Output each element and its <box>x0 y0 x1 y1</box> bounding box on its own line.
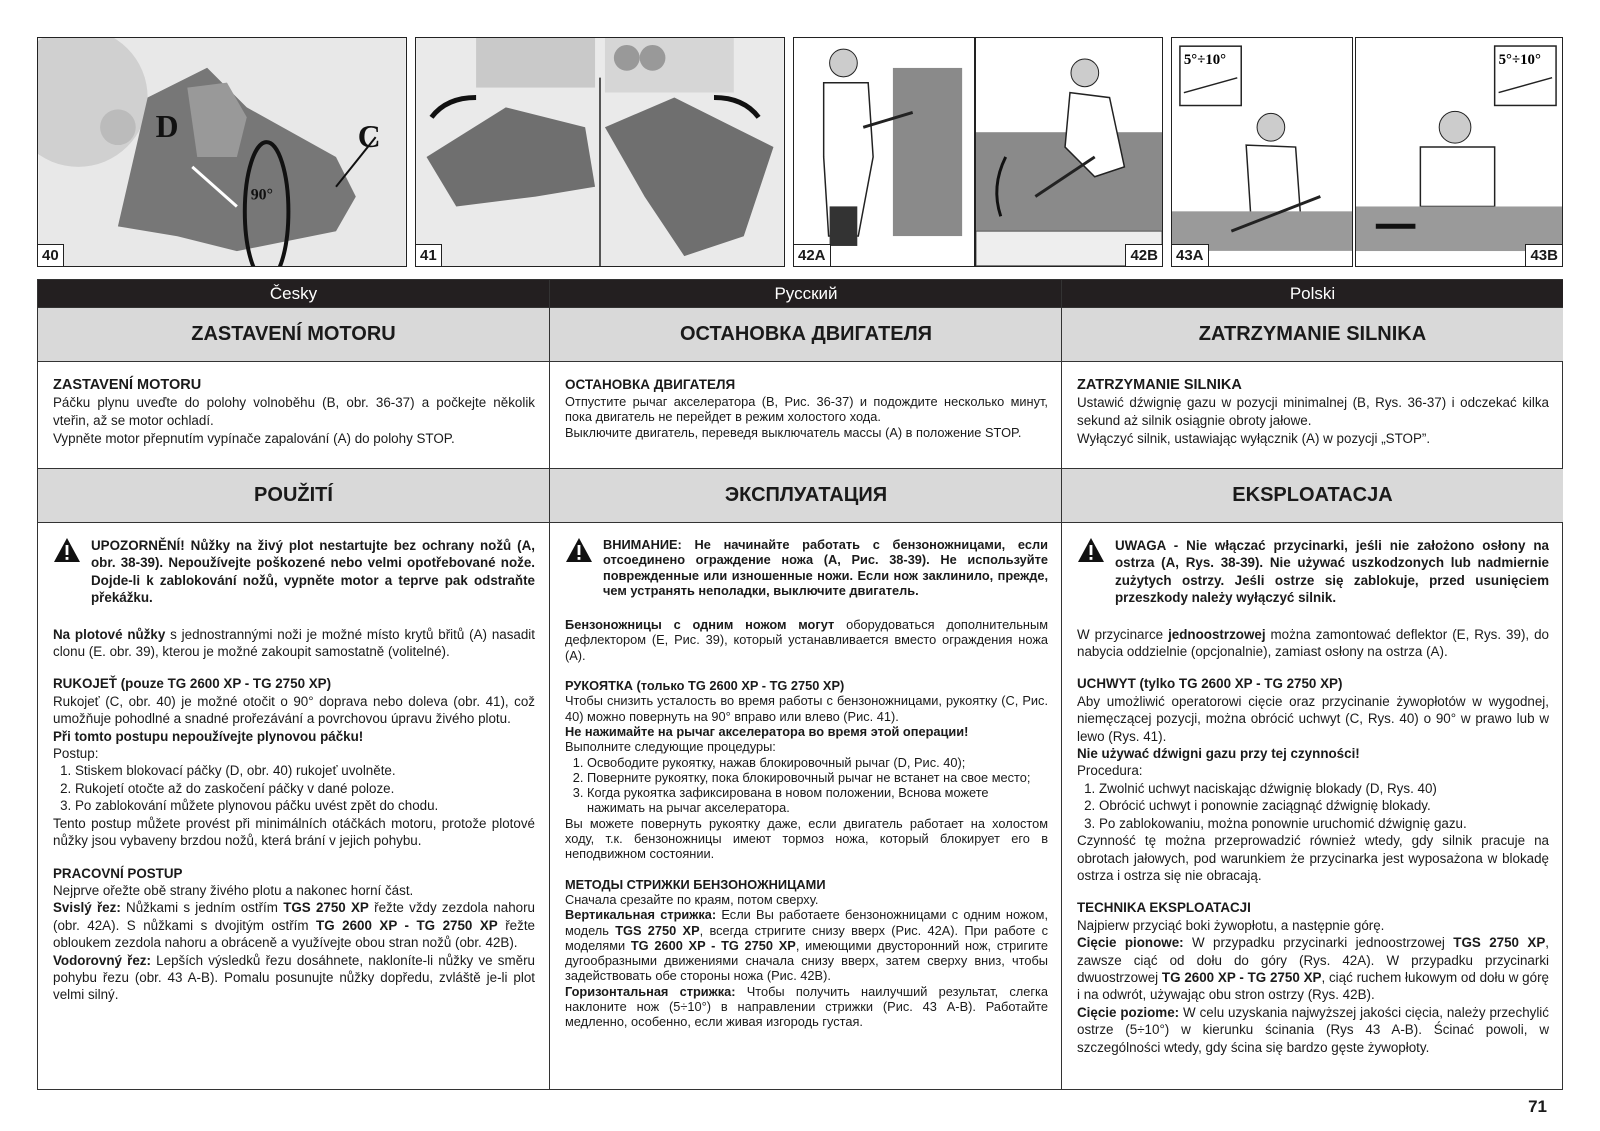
section-title: EKSPLOATACJA <box>1062 468 1563 523</box>
warning-icon <box>53 537 81 563</box>
figure-label-c: C <box>357 119 381 155</box>
warning-line: Při tomto postupu nepoužívejte plynovou páčku! <box>53 728 364 744</box>
paragraph: W przycinarce jednoostrzowej można zamontować deflektor (E, Rys. 39), do nabycia oddzielnie (opcjonalnie), zamiast osłony na ostrza (A). <box>1077 626 1549 660</box>
handle-left-right-illustration <box>416 38 784 266</box>
steps-list <box>565 755 1048 816</box>
paragraph: Cięcie pionowe: W przypadku przycinarki jednoostrzowej TGS 2750 XP, zawsze ciąć od dołu do góry (Rys. 42A). W przypadku przycinarki dwuostrzowej TG 2600 XP - TG 2750 XP, ciąć ruchem łukowym od dołu w górę i na odwrót, używając obu stron ostrzy (Rys. 42B). <box>1077 935 1549 1003</box>
language-header: Česky <box>38 280 549 307</box>
list-item: 2. Rukojetí otočte až do zaskočení páčky v dané poloze. <box>75 780 535 797</box>
figure-number: 41 <box>416 244 442 266</box>
paragraph: Wyłączyć silnik, ustawiając wyłącznik (A) w pozycji „STOP”. <box>1077 431 1431 446</box>
paragraph: Вы можете повернуть рукоятку даже, если двигатель работает на холостом ходу, т.к. бензоножницы имеют тормоз ножа, который блокирует его в неподвижном состоянии. <box>565 815 1048 862</box>
subheading: TECHNIKA EKSPLOATACJI <box>1077 900 1251 916</box>
paragraph: Aby umożliwić operatorowi cięcie oraz przycinanie żywopłotów w wygodnej, niemęczącej pozycji, można obrócić uchwyt (C, Rys. 40) o 90° w prawo lub w lewo (Rys. 41). <box>1077 693 1549 744</box>
figure-41 <box>415 37 785 267</box>
figure-number: 42B <box>1125 244 1162 266</box>
paragraph: Nejprve ořežte obě strany živého plotu a nakonec horní část. <box>53 882 414 898</box>
vertical-cut-illustration <box>794 38 974 266</box>
paragraph: Svislý řez: Nůžkami s jedním ostřím TGS 2750 XP řežte vždy zezdola nahoru (obr. 42A). S nůžkami s dvojitým ostřím TG 2600 XP - TG 2750 XP řežte obloukem zezdola nahoru a obráceně a využívejte obou stran nožů (obr. 42B). <box>53 900 535 951</box>
horizontal-cut-illustration <box>1356 38 1562 266</box>
steps-list <box>53 762 535 814</box>
paragraph: Vypněte motor přepnutím vypínače zapalování (A) do polohy STOP. <box>53 431 455 446</box>
language-header: Русский <box>550 280 1062 307</box>
usage-section <box>38 523 549 1004</box>
list-item: 3. Po zablokowaniu, można ponownie uruchomić dźwignię gazu. <box>1099 815 1549 832</box>
paragraph: Вертикальная стрижка: Если Вы работаете бензоножницами с одним ножом, модель TGS 2750 XP, всегда стригите снизу вверх (Рис. 42А). При работе с моделями TG 2600 XP - TG 2750 XP, имеющими двусторонний нож, стригите дугообразными движениями сначала снизу вверх, затем сверху вниз, чтобы задействовать обе стороны ножа (Рис. 42В). <box>565 907 1049 984</box>
paragraph: Tento postup můžete provést při minimálních otáčkách motoru, protože plotové nůžky jsou vybaveny brzdou nožů, která brání v jejich pohybu. <box>53 815 535 849</box>
figure-40 <box>37 37 407 267</box>
figures-strip <box>37 37 1563 267</box>
list-item: 2. Obrócić uchwyt i ponownie zaciągnąć dźwignię blokady. <box>1099 797 1549 814</box>
section-title: ОСТАНОВКА ДВИГАТЕЛЯ <box>550 307 1062 362</box>
usage-section <box>550 523 1062 1030</box>
figure-43b <box>1355 37 1563 267</box>
figure-label-d: D <box>155 109 179 145</box>
warning-icon <box>1077 537 1105 563</box>
engine-stop-section <box>38 362 549 468</box>
paragraph: Чтобы снизить усталость во время работы с бензоножницами, рукоятку (С, Рис. 40) можно повернуть на 90° вправо или влево (Рис. 41). <box>565 693 1048 724</box>
paragraph: Ustawić dźwignię gazu w pozycji minimalnej (B, Rys. 36-37) i odczekać kilka sekund aż silnik osiągnie obroty jałowe. <box>1077 395 1549 428</box>
figure-label-angle: 90° <box>250 186 273 204</box>
warning-block <box>1077 537 1549 607</box>
figure-angle-label: 5°÷10° <box>1498 51 1541 68</box>
list-item: 3. Po zablokování můžete plynovou páčku uvést zpět do chodu. <box>75 797 535 814</box>
figure-number: 42A <box>794 244 831 266</box>
horizontal-cut-illustration <box>1172 38 1352 266</box>
figure-42b <box>975 37 1163 267</box>
section-title: ЭКСПЛУАТАЦИЯ <box>550 468 1062 523</box>
paragraph: Na plotové nůžky s jednostrannými noži je možné místo krytů břitů (A) nasadit clonu (E. obr. 39), kterou je možné zakoupit samostatně (volitelné). <box>53 626 535 660</box>
section-title: ZATRZYMANIE SILNIKA <box>1062 307 1563 362</box>
paragraph: Vodorovný řez: Lepších výsledků řezu dosáhnete, nakloníte-li nůžky ve směru pohybu řezu (obr. 43 A-B). Pomalu posunujte nůžky dopředu, zvláště je-li plot velmi silný. <box>53 952 535 1003</box>
page-number: 71 <box>1528 1097 1547 1116</box>
paragraph: Сначала срезайте по краям, потом сверху. <box>565 891 819 907</box>
subheading: ZATRZYMANIE SILNIKA <box>1077 377 1242 393</box>
steps-list <box>1077 780 1549 832</box>
warning-text: UPOZORNĚNÍ! Nůžky na živý plot nestartujte bez ochrany nožů (A, obr. 38-39). Nepoužívejte poškozené nebo velmi opotřebované nože. Dojde-li k zablokování nožů, vypněte motor a teprve pak odstraňte překážku. <box>91 538 535 606</box>
language-header: Polski <box>1062 280 1563 307</box>
paragraph: Выполните следующие процедуры: <box>565 739 776 755</box>
figure-angle-label: 5°÷10° <box>1183 51 1227 68</box>
engine-stop-section <box>1062 362 1563 468</box>
paragraph: Páčku plynu uveďte do polohy volnoběhu (B, obr. 36-37) a počkejte několik vteřin, až se motor ochladí. <box>53 395 535 428</box>
figure-number: 40 <box>38 244 64 266</box>
column-polish <box>1061 280 1563 1089</box>
section-title: ZASTAVENÍ MOTORU <box>38 307 549 362</box>
subheading: ZASTAVENÍ MOTORU <box>53 377 202 393</box>
paragraph: Бензоножницы с одним ножом могут оборудоваться дополнительным дефлектором (Е, Рис. 39), который устанавливается вместо ограждения ножа (А). <box>565 617 1048 663</box>
warning-block <box>53 537 535 607</box>
usage-section <box>1062 523 1563 1056</box>
list-item: 1. Zwolnić uchwyt naciskając dźwignię blokady (D, Rys. 40) <box>1099 780 1549 797</box>
warning-block <box>565 537 1048 598</box>
subheading: МЕТОДЫ СТРИЖКИ БЕНЗОНОЖНИЦАМИ <box>565 876 826 892</box>
paragraph: Czynność tę można przeprowadzić również wtedy, gdy silnik pracuje na obrotach jałowych, pod warunkiem że przycinarka jest wyposażona w blokadę ostrza i ostrza się nie obracają. <box>1077 833 1549 883</box>
list-item: 1. Освободите рукоятку, нажав блокировочный рычаг (D, Рис. 40); <box>587 755 1048 770</box>
subheading: UCHWYT (tylko TG 2600 XP - TG 2750 XP) <box>1077 676 1343 692</box>
arc-cut-illustration <box>976 38 1162 266</box>
subheading: RUKOJEŤ (pouze TG 2600 XP - TG 2750 XP) <box>53 676 332 692</box>
paragraph: Отпустите рычаг акселератора (B, Рис. 36-37) и подождите несколько минут, пока двигатель не перейдет в режим холостого хода. <box>565 394 1048 425</box>
figure-42a <box>793 37 975 267</box>
subheading: РУКОЯТКА (только TG 2600 XP - TG 2750 XP) <box>565 678 845 694</box>
paragraph: Выключите двигатель, переведя выключатель массы (А) в положение STOP. <box>565 424 1022 440</box>
warning-text: ВНИМАНИЕ: Не начинайте работать с бензоножницами, если отсоединено ограждение ножа (А, Рис. 38-39). Не используйте поврежденные или изношенные ножи. Если нож заклинило, прежде, чем устранять неполадки, выключите двигатель. <box>603 537 1048 598</box>
subheading: ОСТАНОВКА ДВИГАТЕЛЯ <box>565 377 736 392</box>
list-item: 2. Поверните рукоятку, пока блокировочный рычаг не встанет на свое место; <box>587 770 1048 785</box>
paragraph: Procedura: <box>1077 763 1143 779</box>
column-czech <box>38 280 549 1089</box>
subheading: PRACOVNÍ POSTUP <box>53 865 183 881</box>
warning-line: Не нажимайте на рычаг акселератора во время этой операции! <box>565 723 969 739</box>
list-item: 3. Когда рукоятка зафиксирована в новом положении, Вснова можете нажимать на рычаг акселератора. <box>587 785 1048 816</box>
warning-text: UWAGA - Nie włączać przycinarki, jeśli nie założono osłony na ostrza (A, Rys. 38-39). Nie używać uszkodzonych lub nadmiernie zużytych ostrzy. Jeśli ostrze się zablokuje, przed usunięciem przeszkody należy wyłączyć silnik. <box>1115 538 1549 606</box>
instructions-table <box>37 279 1563 1090</box>
paragraph: Горизонтальная стрижка: Чтобы получить наилучший результат, слегка наклоните нож (5÷10°) в направлении стрижки (Рис. 43 А-В). Работайте медленно, особенно, если живая изгородь густая. <box>565 983 1048 1030</box>
engine-stop-section <box>550 362 1062 468</box>
list-item: 1. Stiskem blokovací páčky (D, obr. 40) rukojeť uvolněte. <box>75 762 535 779</box>
paragraph: Cięcie poziome: W celu uzyskania najwyższej jakości cięcia, należy przechylić ostrze (5÷10°) w kierunku ścinania (Rys 43 A-B). Ścinać powoli, w szczególności wtedy, gdy ścina się bardzo gęste żywopłoty. <box>1077 1004 1549 1055</box>
figure-number: 43A <box>1172 244 1209 266</box>
section-title: POUŽITÍ <box>38 468 549 523</box>
paragraph: Rukojeť (C, obr. 40) je možné otočit o 90° doprava nebo doleva (obr. 41), což umožňuje pohodlné a snadné prořezávání a povrchovou úpravu živého plotu. <box>53 693 535 727</box>
figure-number: 43B <box>1525 244 1562 266</box>
figure-43a <box>1171 37 1353 267</box>
paragraph: Postup: <box>53 746 99 762</box>
warning-line: Nie używać dźwigni gazu przy tej czynności! <box>1077 746 1360 762</box>
warning-icon <box>565 537 593 563</box>
column-russian <box>549 280 1062 1089</box>
paragraph: Najpierw przyciąć boki żywopłotu, a następnie górę. <box>1077 917 1385 933</box>
handle-rotation-illustration <box>38 38 406 266</box>
